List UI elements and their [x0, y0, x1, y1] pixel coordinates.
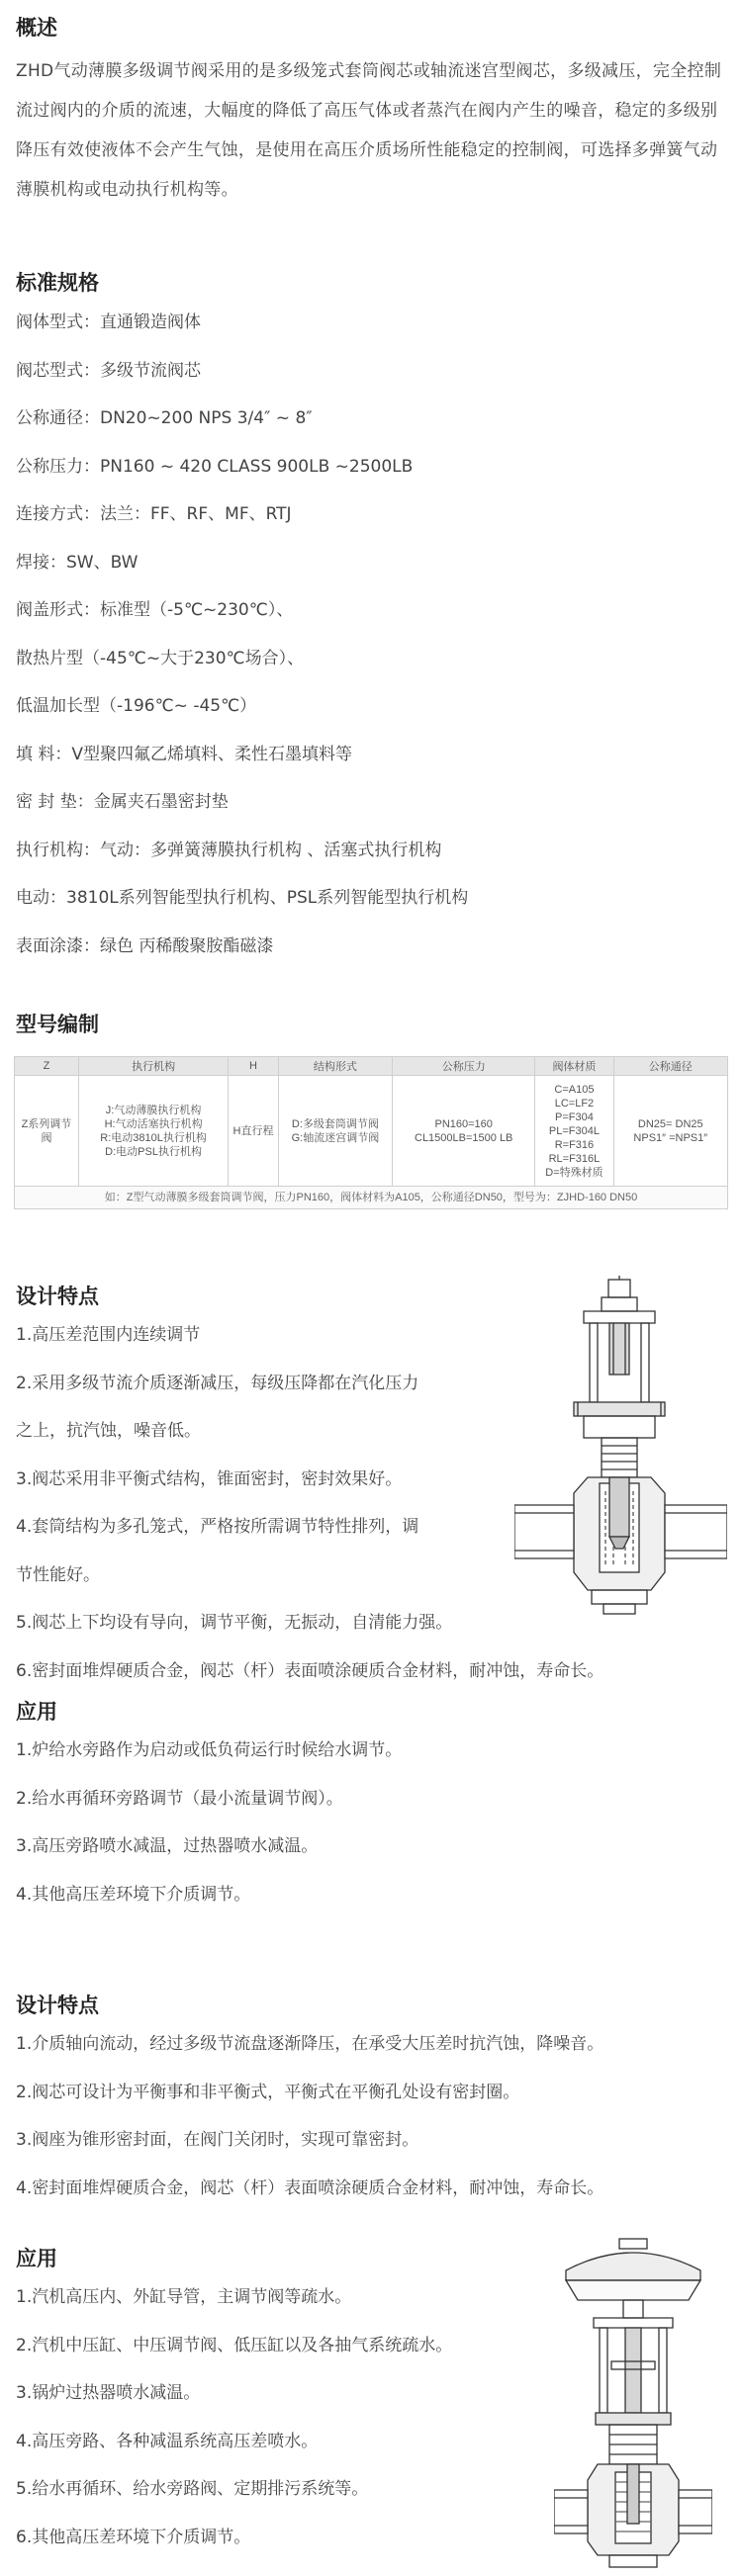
feature-item: 4.套筒结构为多孔笼式，严格按所需调节特性排列，调: [16, 1517, 419, 1537]
model-code-table: [14, 1056, 728, 1209]
application-item: 3.锅炉过热器喷水减温。: [16, 2383, 201, 2403]
application-item: 6.其他高压差环境下介质调节。: [16, 2527, 251, 2547]
feature-item: 2.阀芯可设计为平衡事和非平衡式，平衡式在平衡孔处设有密封圈。: [16, 2082, 520, 2102]
application-item: 4.其他高压差环境下介质调节。: [16, 1884, 251, 1905]
spec-item: 阀芯型式：多级节流阀芯: [16, 360, 201, 381]
features2-list: [16, 2029, 603, 2221]
table-header: 公称压力: [393, 1057, 535, 1076]
table-header: H: [229, 1057, 278, 1076]
spec-item: 公称压力：PN160 ~ 420 CLASS 900LB ~2500LB: [16, 456, 414, 477]
specs-list: [16, 308, 468, 979]
table-cell: PN160=160 CL1500LB=1500 LB: [393, 1076, 535, 1187]
features2-title: 设计特点: [16, 1994, 99, 2017]
table-header: 公称通径: [613, 1057, 727, 1076]
spec-item: 执行机构：气动：多弹簧薄膜执行机构 、活塞式执行机构: [16, 840, 442, 860]
spec-item: 焊接：SW、BW: [16, 552, 139, 573]
spec-item: 连接方式：法兰：FF、RF、MF、RTJ: [16, 504, 292, 524]
spec-item: 阀体型式：直通锻造阀体: [16, 312, 201, 332]
table-header: 阀体材质: [535, 1057, 613, 1076]
features1-title: 设计特点: [16, 1285, 99, 1308]
application-item: 1.炉给水旁路作为启动或低负荷运行时候给水调节。: [16, 1740, 403, 1760]
overview-title: 概述: [16, 16, 57, 40]
application1-title: 应用: [16, 1700, 57, 1724]
application2-list: [16, 2282, 452, 2570]
feature-item: 之上，抗汽蚀，噪音低。: [16, 1421, 201, 1441]
application2-title: 应用: [16, 2247, 57, 2270]
table-cell: DN25= DN25 NPS1″ =NPS1″: [613, 1076, 727, 1187]
spec-item: 低温加长型（-196℃~ -45℃）: [16, 696, 257, 716]
spec-item: 表面涂漆：绿色 丙稀酸聚胺酯磁漆: [16, 935, 274, 956]
overview-text: ZHD气动薄膜多级调节阀采用的是多级笼式套筒阀芯或轴流迷宫型阀芯，多级减压，完全控制流过阀内的介质的流速，大幅度的降低了高压气体或者蒸汽在阀内产生的噪音，稳定的多级别降压有效使液体不会产生气蚀，是使用在高压介质场所性能稳定的控制阀，可选择多弹簧气动薄膜机构或电动执行机构等。: [16, 61, 722, 200]
application1-list: [16, 1735, 402, 1927]
feature-item: 3.阀座为锥形密封面，在阀门关闭时，实现可靠密封。: [16, 2130, 419, 2150]
table-cell: C=A105 LC=LF2 P=F304 PL=F304L R=F316 RL=F316L D=特殊材质: [535, 1076, 613, 1187]
application-item: 3.高压旁路喷水减温，过热器喷水减温。: [16, 1836, 319, 1856]
application-item: 4.高压旁路、各种减温系统高压差喷水。: [16, 2431, 319, 2451]
table-note: 如：Z型气动薄膜多级套筒调节阀，压力PN160，阀体材料为A105，公称通径DN50，型号为：ZJHD-160 DN50: [15, 1187, 728, 1209]
spec-item: 填 料：V型聚四氟乙烯填料、柔性石墨填料等: [16, 744, 353, 764]
table-cell: Z系列调节阀: [15, 1076, 79, 1187]
cage-valve-drawing: [514, 1276, 727, 1617]
application-item: 2.汽机中压缸、中压调节阀、低压缸以及各抽气系统疏水。: [16, 2335, 453, 2355]
application-item: 5.给水再循环、给水旁路阀、定期排污系统等。: [16, 2479, 369, 2499]
model-title: 型号编制: [16, 1013, 99, 1036]
spec-item: 阀盖形式：标准型（-5℃~230℃）、: [16, 600, 294, 620]
table-cell: H直行程: [229, 1076, 278, 1187]
spec-item: 公称通径：DN20~200 NPS 3/4″ ~ 8″: [16, 408, 313, 428]
feature-item: 1.高压差范围内连续调节: [16, 1325, 201, 1345]
feature-item: 2.采用多级节流介质逐渐减压，每级压降都在汽化压力: [16, 1373, 419, 1393]
table-header: 结构形式: [278, 1057, 392, 1076]
feature-item: 5.阀芯上下均设有导向，调节平衡，无振动，自清能力强。: [16, 1613, 453, 1633]
table-cell: D:多级套筒调节阀 G:轴流迷宫调节阀: [278, 1076, 392, 1187]
specs-title: 标准规格: [16, 271, 99, 295]
diaphragm-valve-drawing: [554, 2237, 712, 2573]
table-header: Z: [15, 1057, 79, 1076]
application-item: 1.汽机高压内、外缸导管，主调节阀等疏水。: [16, 2287, 352, 2307]
table-cell: J:气动薄膜执行机构 H:气动活塞执行机构 R:电动3810L执行机构 D:电动PSL执行机构: [78, 1076, 228, 1187]
spec-item: 电动：3810L系列智能型执行机构、PSL系列智能型执行机构: [16, 888, 469, 908]
feature-item: 1.介质轴向流动，经过多级节流盘逐渐降压，在承受大压差时抗汽蚀，降噪音。: [16, 2034, 604, 2054]
feature-item: 3.阀芯采用非平衡式结构，锥面密封，密封效果好。: [16, 1468, 403, 1489]
feature-item: 6.密封面堆焊硬质合金，阀芯（杆）表面喷涂硬质合金材料，耐冲蚀，寿命长。: [16, 1660, 604, 1681]
spec-item: 散热片型（-45℃~大于230℃场合）、: [16, 648, 305, 668]
feature-item: 节性能好。: [16, 1564, 100, 1585]
spec-item: 密 封 垫：金属夹石墨密封垫: [16, 792, 229, 812]
table-header: 执行机构: [78, 1057, 228, 1076]
feature-item: 4.密封面堆焊硬质合金，阀芯（杆）表面喷涂硬质合金材料，耐冲蚀，寿命长。: [16, 2177, 604, 2198]
application-item: 2.给水再循环旁路调节（最小流量调节阀）。: [16, 1788, 343, 1809]
